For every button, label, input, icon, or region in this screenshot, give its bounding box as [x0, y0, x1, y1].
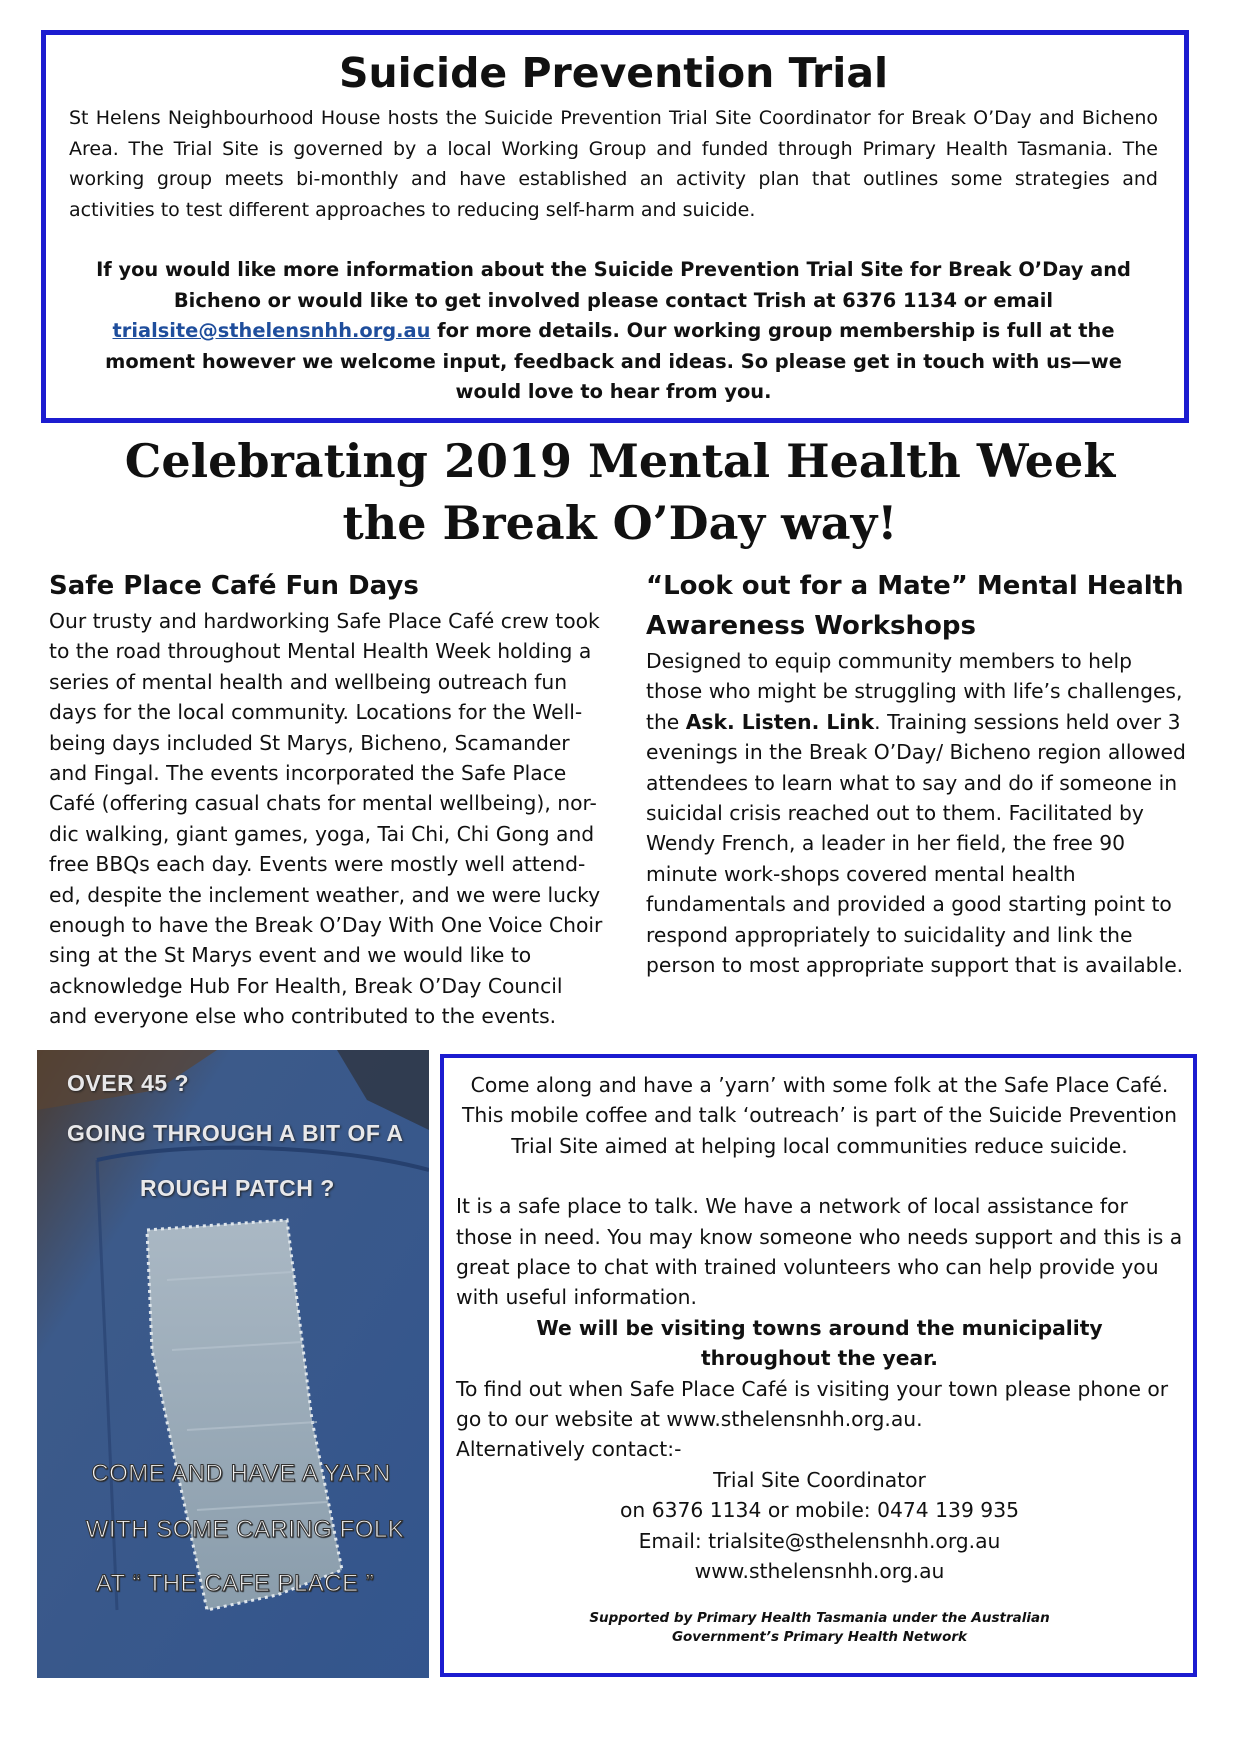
- trial-title: Suicide Prevention Trial: [338, 49, 889, 97]
- poster-line-4: COME AND HAVE A YARN: [91, 1460, 391, 1487]
- headline-line-1: Celebrating 2019 Mental Health Week: [124, 434, 1116, 488]
- cafe-place-poster: [37, 1050, 429, 1678]
- safe-place-body: Our trusty and hardworking Safe Place Café crew took to the road throughout Mental Health Week holding a series of mental health and wellbeing outreach fun days for the local community. Locations for the Well-being days included St Marys, Bicheno, Scamander and Fingal. The events incorporated the Safe Place Café (offering casual chats for mental wellbeing), nor-dic walking, giant games, yoga, Tai Chi, Chi Gong and free BBQs each day. Events were mostly well attend-ed, despite the inclement weather, and we were lucky enough to have the Break O’Day With One Voice Choir sing at the St Marys event and we would like to acknowledge Hub For Health, Break O’Day Council and everyone else who contributed to the events.: [49, 609, 603, 1029]
- visiting-line-1: We will be visiting towns around the municipality: [536, 1315, 1103, 1340]
- look-out-body: [646, 646, 1191, 980]
- look-out-for-a-mate-article: [646, 566, 1191, 980]
- poster-line-1: OVER 45 ?: [67, 1070, 190, 1096]
- coordinator-title: Trial Site Coordinator: [713, 1467, 926, 1492]
- support-note: [456, 1609, 1183, 1647]
- alternatively-text: Alternatively contact:-: [456, 1437, 682, 1462]
- poster-line-3: ROUGH PATCH ?: [140, 1175, 335, 1201]
- look-out-body-before: Designed to equip community members to help those who might be struggling with life’s challenges, the: [646, 649, 1183, 734]
- ask-listen-link: Ask. Listen. Link: [685, 709, 875, 734]
- visiting-line-2: throughout the year.: [700, 1346, 939, 1371]
- cafe-intro: Come along and have a ’yarn’ with some folk at the Safe Place Café. This mobile coffee and talk ‘outreach’ is part of the Suicide Prevention Trial Site aimed at helping local communities reduce suicide.: [461, 1073, 1177, 1158]
- trial-intro: St Helens Neighbourhood House hosts the Suicide Prevention Trial Site Coordinator for Break O’Day and Bicheno Area. The Trial Site is governed by a local Working Group and funded through Primary Health Tasmania. The working group meets bi-monthly and have established an activity plan that outlines some strategies and activities to test different approaches to reducing self-harm and suicide.: [69, 107, 1158, 221]
- safe-place-article: [49, 566, 604, 1032]
- suicide-prevention-trial-box: [41, 30, 1189, 423]
- support-line-1: Supported by Primary Health Tasmania under the Australian: [589, 1609, 1050, 1626]
- look-out-heading: “Look out for a Mate” Mental Health Awareness Workshops: [646, 571, 1184, 641]
- look-out-body-after: . Training sessions held over 3 evenings in the Break O’Day/ Bicheno region allowed attendees to learn what to say and do if someone in suicidal crisis reached out to them. Facilitated by Wendy French, a leader in her field, the free 90 minute work-shops covered mental health fundamentals and provided a good starting point to respond appropriately to suicidality and link the person to most appropriate support that is available.: [646, 709, 1186, 978]
- poster-line-5: WITH SOME CARING FOLK: [85, 1516, 405, 1543]
- coordinator-phone: on 6376 1134 or mobile: 0474 139 935: [619, 1498, 1020, 1523]
- safe-place-cafe-box: [440, 1054, 1197, 1677]
- trial-contact: [69, 255, 1158, 408]
- mental-health-week-headline: [0, 430, 1240, 554]
- coordinator-email: Email: trialsite@sthelensnhh.org.au: [638, 1528, 1001, 1553]
- poster-line-2: GOING THROUGH A BIT OF A: [67, 1120, 404, 1146]
- safe-place-heading: Safe Place Café Fun Days: [49, 571, 419, 601]
- trial-email-link[interactable]: trialsite@sthelensnhh.org.au: [112, 319, 431, 342]
- support-line-2: Government’s Primary Health Network: [671, 1628, 968, 1645]
- headline-line-2: the Break O’Day way!: [342, 496, 898, 550]
- website-text[interactable]: www.sthelensnhh.org.au: [694, 1559, 945, 1584]
- find-out-text: To find out when Safe Place Café is visiting your town please phone or go to our website at www.sthelensnhh.org.au.: [456, 1376, 1169, 1432]
- cafe-safe-place-text: It is a safe place to talk. We have a network of local assistance for those in need. You may know someone who needs support and this is a great place to chat with trained volunteers who can help provide you with useful information.: [456, 1194, 1183, 1310]
- poster-line-6: AT “ THE CAFE PLACE ”: [95, 1570, 375, 1597]
- contact-text-after: for more details. Our working group membership is full at the moment however we welcome input, feedback and ideas. So please get in touch with us—we would love to hear from you.: [105, 319, 1122, 403]
- contact-text-before: If you would like more information about the Suicide Prevention Trial Site for Break O’Day and Bicheno or would like to get involved please contact Trish at 6376 1134 or email: [96, 258, 1131, 312]
